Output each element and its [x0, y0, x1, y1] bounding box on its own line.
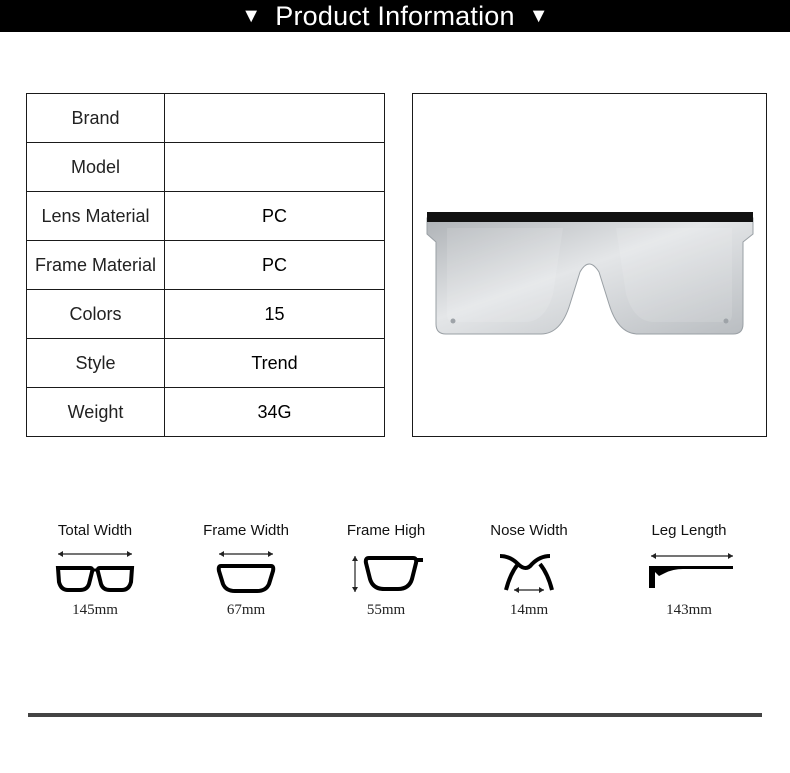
- spec-value-lens-material: PC: [165, 192, 385, 241]
- spec-label-weight: Weight: [27, 388, 165, 437]
- spec-value-style: Trend: [165, 339, 385, 388]
- spec-value-frame-material: PC: [165, 241, 385, 290]
- product-information-banner: [0, 0, 790, 32]
- dimension-value: 14mm: [509, 602, 549, 618]
- leg-length-icon: [639, 548, 739, 596]
- banner-title: Product Information: [275, 0, 515, 31]
- table-row: [27, 339, 385, 388]
- dimension-label: Nose Width: [490, 522, 568, 539]
- spec-label-frame-material: Frame Material: [27, 241, 165, 290]
- dimension-value: 145mm: [72, 602, 118, 618]
- frame-high-icon: [341, 548, 431, 596]
- spec-value-brand: [165, 94, 385, 143]
- dimension-value: 143mm: [666, 602, 712, 618]
- spec-label-style: Style: [27, 339, 165, 388]
- spec-label-lens-material: Lens Material: [27, 192, 165, 241]
- triangle-down-icon: ▼: [528, 5, 549, 27]
- divider: [28, 713, 762, 717]
- spec-table: [26, 93, 385, 437]
- table-row: [27, 143, 385, 192]
- dimension-nose-width: [459, 520, 599, 619]
- total-width-icon: [50, 548, 140, 596]
- dimension-frame-high: [316, 520, 456, 619]
- dimension-label: Frame Width: [203, 522, 289, 539]
- dimension-value: 67mm: [226, 602, 266, 618]
- triangle-down-icon: ▼: [241, 5, 262, 27]
- table-row: [27, 388, 385, 437]
- spec-value-model: [165, 143, 385, 192]
- spec-label-model: Model: [27, 143, 165, 192]
- table-row: [27, 94, 385, 143]
- dimension-label: Leg Length: [651, 522, 727, 539]
- spec-label-brand: Brand: [27, 94, 165, 143]
- dimension-label: Total Width: [57, 522, 133, 539]
- dimension-leg-length: [619, 520, 759, 619]
- spec-value-colors: 15: [165, 290, 385, 339]
- spec-label-colors: Colors: [27, 290, 165, 339]
- frame-width-icon: [201, 548, 291, 596]
- table-row: [27, 192, 385, 241]
- dimension-label: Frame High: [346, 522, 426, 539]
- product-photo: [412, 93, 767, 437]
- nose-width-icon: [484, 548, 574, 596]
- spec-value-weight: 34G: [165, 388, 385, 437]
- sunglasses-image: [413, 94, 766, 436]
- table-row: [27, 290, 385, 339]
- dimension-frame-width: [176, 520, 316, 619]
- dimensions-section: [0, 520, 790, 660]
- dimension-value: 55mm: [366, 602, 406, 618]
- dimension-total-width: [25, 520, 165, 619]
- table-row: [27, 241, 385, 290]
